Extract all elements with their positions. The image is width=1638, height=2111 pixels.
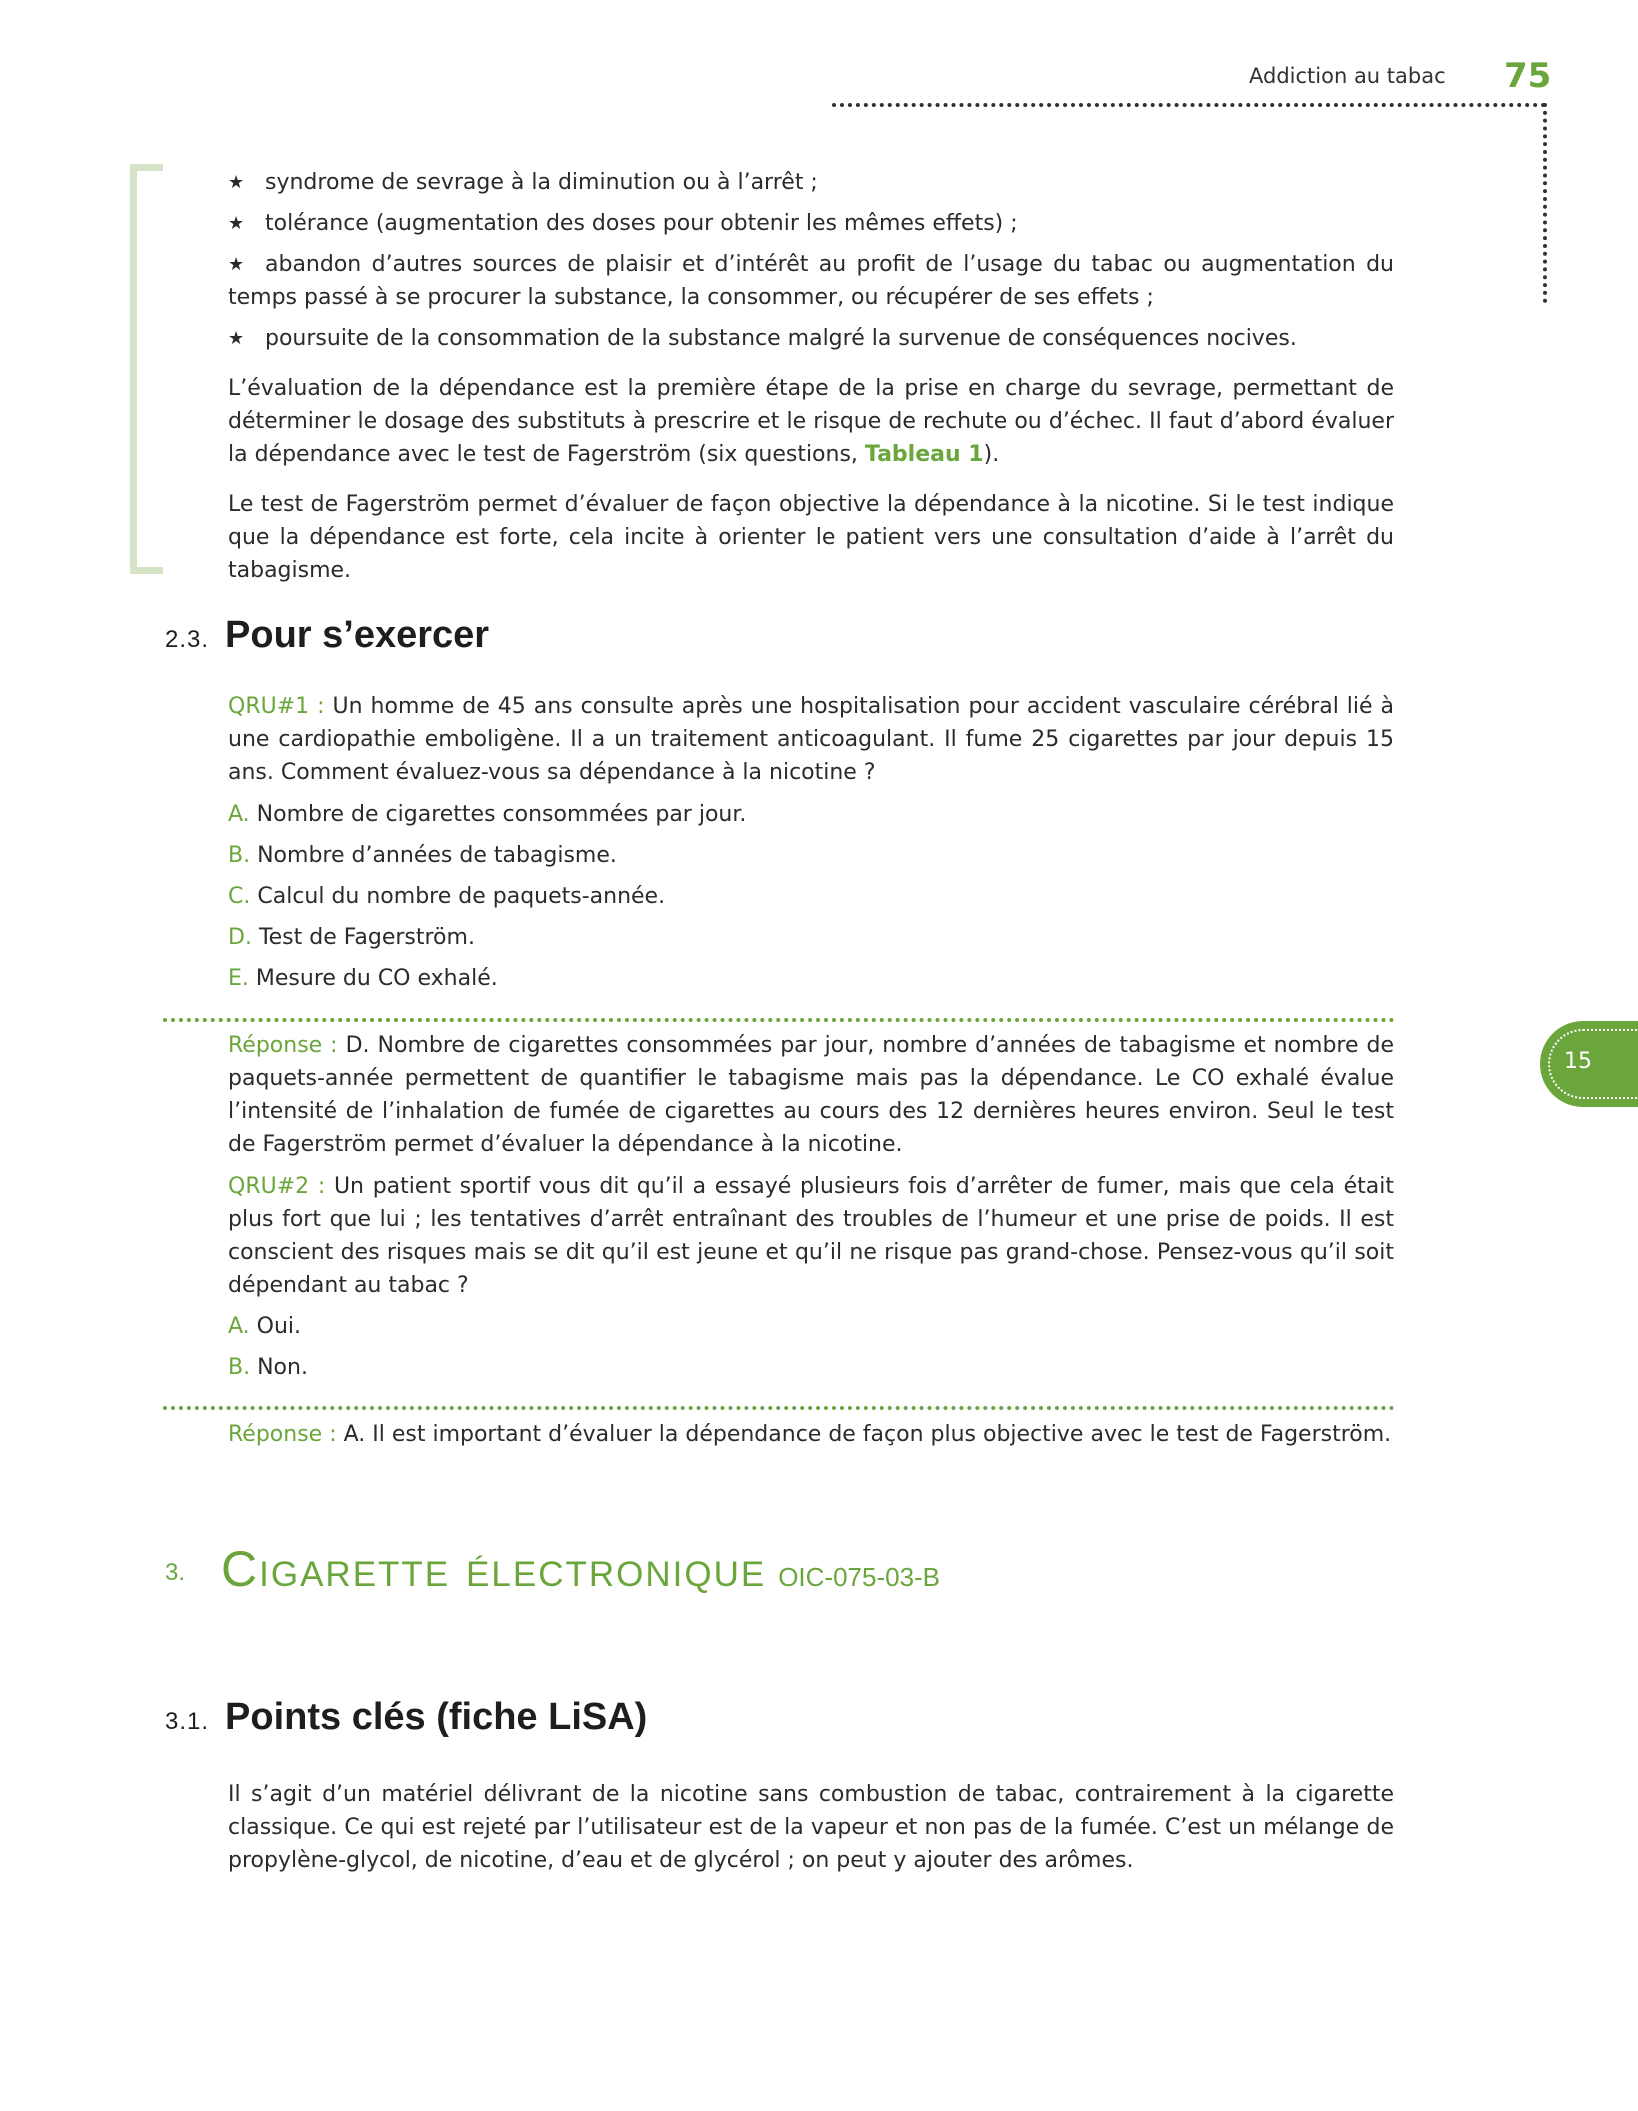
table-reference-link[interactable]: Tableau 1	[864, 442, 984, 467]
option-letter: A.	[228, 802, 250, 827]
question-text: Un homme de 45 ans consulte après une hospitalisation pour accident vasculaire cérébral lié à une cardiopathie emboligène. Il a un traitement anticoagulant. Il fume 25 cigarettes par jour depuis 15 ans. Comment évaluez-vous sa dépendance à la nicotine ?	[228, 694, 1394, 785]
objective-code: OIC-075-03-B	[778, 1562, 941, 1592]
chapter-tab-border	[1548, 1029, 1638, 1099]
section-number: 2.3.	[165, 626, 210, 653]
question	[228, 1170, 1394, 1302]
list-item	[228, 248, 1394, 314]
option-text: Non.	[257, 1355, 308, 1380]
paragraph: Il s’agit d’un matériel délivrant de la nicotine sans combustion de tabac, contrairement à la cigarette classique. Ce qui est rejeté par l’utilisateur est de la vapeur et non pas de la fumée. C’est un mélange de propylène-glycol, de nicotine, d’eau et de glycérol ; on peut y ajouter des arômes.	[228, 1782, 1394, 1873]
header-divider-vertical	[1543, 103, 1547, 303]
question-label: QRU#1 :	[228, 694, 325, 719]
section-title: Pour s’exercer	[225, 614, 490, 656]
option-e[interactable]	[228, 962, 1394, 995]
option-letter: A.	[228, 1314, 250, 1339]
answer-divider	[163, 1018, 1395, 1022]
paragraph	[228, 372, 1394, 471]
answer-text: A. Il est important d’évaluer la dépendance de façon plus objective avec le test de Fagerström.	[343, 1422, 1392, 1447]
chapter-tab	[1540, 1021, 1638, 1107]
answer-divider	[163, 1406, 1395, 1410]
qru1-answer	[228, 1029, 1394, 1175]
answer-text: D. Nombre de cigarettes consommées par jour, nombre d’années de tabagisme et nombre de paquets-année permettent de quantifier le tabagisme mais pas la dépendance. Le CO exhalé évalue l’intensité de l’inhalation de fumée de cigarettes au cours des 12 dernières heures environ. Seul le test de Fagerström permet d’évaluer la dépendance à la nicotine.	[228, 1033, 1395, 1157]
paragraph: Le test de Fagerström permet d’évaluer de façon objective la dépendance à la nicotine. Si le test indique que la dépendance est forte, cela incite à orienter le patient vers une consultation d’aide à l’arrêt du tabagisme.	[228, 492, 1394, 583]
qru2-options	[228, 1310, 1394, 1392]
paragraph-fagerstrom	[228, 488, 1394, 601]
star-bullet-icon: ★	[228, 213, 245, 234]
list-item-text: syndrome de sevrage à la diminution ou à l’arrêt ;	[265, 170, 818, 195]
criteria-list	[228, 166, 1394, 363]
section-title: Cigarette électronique	[221, 1541, 767, 1597]
option-letter: C.	[228, 884, 251, 909]
option-text: Test de Fagerström.	[258, 925, 475, 950]
option-letter: B.	[228, 1355, 251, 1380]
qru1-question	[228, 690, 1394, 803]
section-number: 3.1.	[165, 1708, 210, 1735]
star-bullet-icon: ★	[228, 254, 245, 275]
list-item-text: poursuite de la consommation de la substance malgré la survenue de conséquences nocives.	[265, 326, 1297, 351]
list-item	[228, 166, 1394, 199]
paragraph-text: L’évaluation de la dépendance est la première étape de la prise en charge du sevrage, permettant de déterminer le dosage des substituts à prescrire et le risque de rechute ou d’échec. Il faut d’abord évaluer la dépendance avec le test de Fagerström (six questions,	[228, 376, 1394, 467]
option-text: Mesure du CO exhalé.	[255, 966, 498, 991]
option-text: Oui.	[256, 1314, 302, 1339]
section-heading-3-1	[165, 1696, 647, 1739]
section-number: 3.	[165, 1559, 186, 1586]
star-bullet-icon: ★	[228, 328, 245, 349]
option-letter: D.	[228, 925, 252, 950]
question-label: QRU#2 :	[228, 1174, 326, 1199]
answer-label: Réponse :	[228, 1033, 338, 1058]
qru1-options	[228, 798, 1394, 1003]
left-bracket-decoration	[130, 164, 163, 574]
list-item-text: tolérance (augmentation des doses pour obtenir les mêmes effets) ;	[265, 211, 1018, 236]
star-bullet-icon: ★	[228, 172, 245, 193]
section-heading-3	[165, 1540, 940, 1598]
qru2-answer	[228, 1418, 1394, 1465]
list-item	[228, 322, 1394, 355]
question	[228, 690, 1394, 789]
list-item-text: abandon d’autres sources de plaisir et d’intérêt au profit de l’usage du tabac ou augmentation du temps passé à se procurer la substance, la consommer, ou récupérer de ses effets ;	[228, 252, 1394, 310]
option-letter: B.	[228, 843, 251, 868]
option-d[interactable]	[228, 921, 1394, 954]
option-b[interactable]	[228, 839, 1394, 872]
chapter-tab-label: 15	[1564, 1049, 1592, 1074]
option-letter: E.	[228, 966, 249, 991]
option-b[interactable]	[228, 1351, 1394, 1384]
section-title: Points clés (fiche LiSA)	[225, 1696, 648, 1738]
answer-label: Réponse :	[228, 1422, 337, 1447]
paragraph-evaluation	[228, 372, 1394, 485]
page-number: 75	[1504, 56, 1552, 96]
running-header-title: Addiction au tabac	[1249, 64, 1446, 88]
option-text: Calcul du nombre de paquets-année.	[257, 884, 666, 909]
option-text: Nombre de cigarettes consommées par jour.	[256, 802, 747, 827]
paragraph-text-end: ).	[983, 442, 1000, 467]
answer	[228, 1029, 1394, 1161]
option-text: Nombre d’années de tabagisme.	[257, 843, 617, 868]
answer	[228, 1418, 1394, 1451]
qru2-question	[228, 1170, 1394, 1316]
option-a[interactable]	[228, 798, 1394, 831]
section-heading-2-3	[165, 614, 489, 657]
header-divider	[832, 103, 1546, 107]
paragraph-e-cigarette	[228, 1778, 1394, 1891]
question-text: Un patient sportif vous dit qu’il a essayé plusieurs fois d’arrêter de fumer, mais que cela était plus fort que lui ; les tentatives d’arrêt entraînant des troubles de l’humeur et une prise de poids. Il est conscient des risques mais se dit qu’il est jeune et qu’il ne risque pas grand-chose. Pensez-vous qu’il soit dépendant au tabac ?	[228, 1174, 1394, 1298]
list-item	[228, 207, 1394, 240]
option-a[interactable]	[228, 1310, 1394, 1343]
option-c[interactable]	[228, 880, 1394, 913]
